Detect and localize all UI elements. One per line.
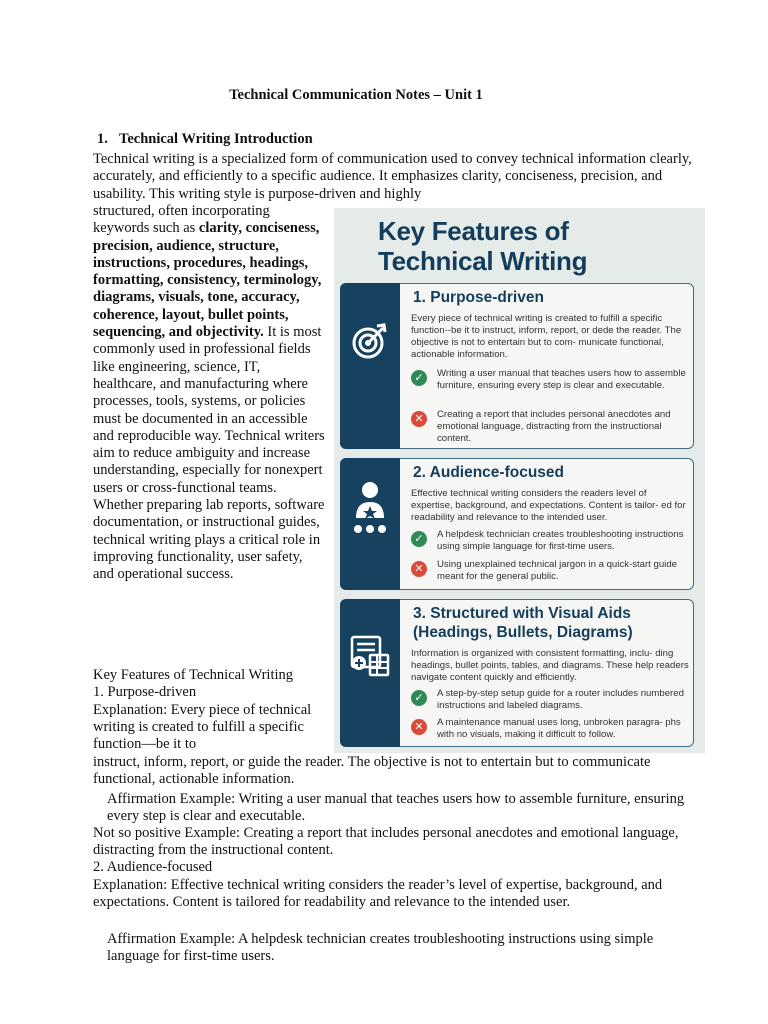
intro-lead-text: structured, often incorporating keywords such as [93, 203, 270, 237]
keywords-bold-text: clarity, conciseness, precision, audience, structure, instructions, procedures, headings, formatting, consistency, terminology, diagrams, visuals, tone, accuracy, coherence, layout, bullet points, sequencing, and objectivity. [93, 220, 322, 341]
feature-card-structured [340, 599, 694, 747]
key-features-block [93, 667, 333, 753]
card-description: Every piece of technical writing is created to fulfill a specific function--be it to instruct, inform, report, or dede the reader. The objective is not to entertain but to com- municate functional, actionable information. [411, 313, 682, 360]
cross-icon: ✕ [411, 719, 427, 735]
bad-example [411, 717, 691, 741]
cross-icon: ✕ [411, 561, 427, 577]
cross-icon: ✕ [411, 411, 427, 427]
good-example [411, 529, 691, 553]
good-example [411, 368, 691, 392]
feature-1-negative: Not so positive Example: Creating a report that includes personal anecdotes and emotional language, distracting from the instructional content. [93, 825, 679, 859]
key-features-heading: Key Features of Technical Writing [93, 667, 293, 683]
feature-2-explanation: Explanation: Effective technical writing considers the reader’s level of expertise, background, and expectations. Content is tailored for readability and relevance to the intended user. [93, 877, 663, 911]
card-description: Information is organized with consistent formatting, inclu- ding headings, bullet points, tables, and diagrams. These help readers navigate content quickly and efficiently. [411, 648, 689, 683]
good-example-text: A step-by-step setup guide for a router includes numbered instructions and labeled diagrams. [437, 688, 684, 711]
good-example-text: Writing a user manual that teaches users how to assemble furniture, ensuring every step is clear and executable. [437, 368, 686, 391]
good-example [411, 688, 691, 712]
intro-column-paragraph [93, 203, 325, 584]
feature-2-affirmation: Affirmation Example: A helpdesk technician creates troubleshooting instructions using simple language for first-time users. [107, 931, 654, 965]
feature-1-affirmation: Affirmation Example: Writing a user manual that teaches users how to assemble furniture, ensuring every step is clear and executable. [107, 791, 685, 825]
document-layout-icon [350, 635, 392, 679]
bad-example [411, 559, 691, 583]
feature-card-audience [340, 458, 694, 590]
infographic-title-line-2: Technical Writing [378, 246, 588, 276]
card-description: Effective technical writing considers the readers level of expertise, background, and expectations. Content is tailor- ed for readability and relevance to the intended user. [411, 488, 686, 523]
bad-example-text: A maintenance manual uses long, unbroken paragra- phs with no visuals, making it difficult to follow. [437, 717, 681, 740]
bad-example-text: Creating a report that includes personal anecdotes and emotional language, distracting from the instructional content. [437, 409, 671, 444]
section-title: Technical Writing Introduction [119, 131, 313, 147]
infographic-title-line-1: Key Features of [378, 216, 569, 246]
feature-2-title: 2. Audience-focused [93, 859, 213, 875]
card-title: 1. Purpose-driven [413, 289, 544, 306]
key-features-infographic [334, 208, 705, 753]
feature-1-explanation-end: instruct, inform, report, or guide the reader. The objective is not to entertain but to communicate functional, actionable information. [93, 754, 651, 788]
intro-rest-text: It is most commonly used in professional fields like engineering, science, IT, healthcare, and manufacturing where processes, tools, systems, or policies must be documented in an accessible and reproducible way. Technical writers aim to reduce ambiguity and increase understanding, especially for nonexpert users or cross-functional teams. Whether preparing lab reports, software documentation, or instructional guides, technical writing plays a critical role in improving functionality, user safety, and operational success. [93, 324, 325, 583]
card-title-line-2: (Headings, Bullets, Diagrams) [413, 624, 633, 641]
good-example-text: A helpdesk technician creates troubleshooting instructions using simple language for first-time users. [437, 529, 684, 552]
card-title: 2. Audience-focused [413, 464, 565, 481]
feature-1-title: 1. Purpose-driven [93, 684, 197, 701]
target-icon [350, 321, 390, 361]
check-icon: ✓ [411, 531, 427, 547]
card-icon-band [340, 458, 400, 590]
intro-paragraph: Technical writing is a specialized form of communication used to convey technical information clearly, accurately, and efficiently to a specific audience. It emphasizes clarity, conciseness, precision, and usability. This writing style is purpose-driven and highly [93, 151, 692, 202]
section-number: 1. [97, 131, 108, 147]
card-title [413, 604, 633, 642]
feature-1-explanation-start: Explanation: Every piece of technical writing is created to fulfill a specific function—be it to [93, 701, 312, 753]
bad-example-text: Using unexplained technical jargon in a quick-start guide meant for the general public. [437, 559, 677, 582]
card-title-line-1: 3. Structured with Visual Aids [413, 605, 631, 622]
feature-card-purpose [340, 283, 694, 449]
check-icon: ✓ [411, 370, 427, 386]
section-heading [97, 131, 313, 148]
card-icon-band [340, 599, 400, 747]
document-title: Technical Communication Notes – Unit 1 [229, 87, 483, 103]
infographic-title [378, 216, 587, 276]
audience-icon [350, 480, 390, 536]
card-icon-band [340, 283, 400, 449]
check-icon: ✓ [411, 690, 427, 706]
bad-example [411, 409, 691, 445]
